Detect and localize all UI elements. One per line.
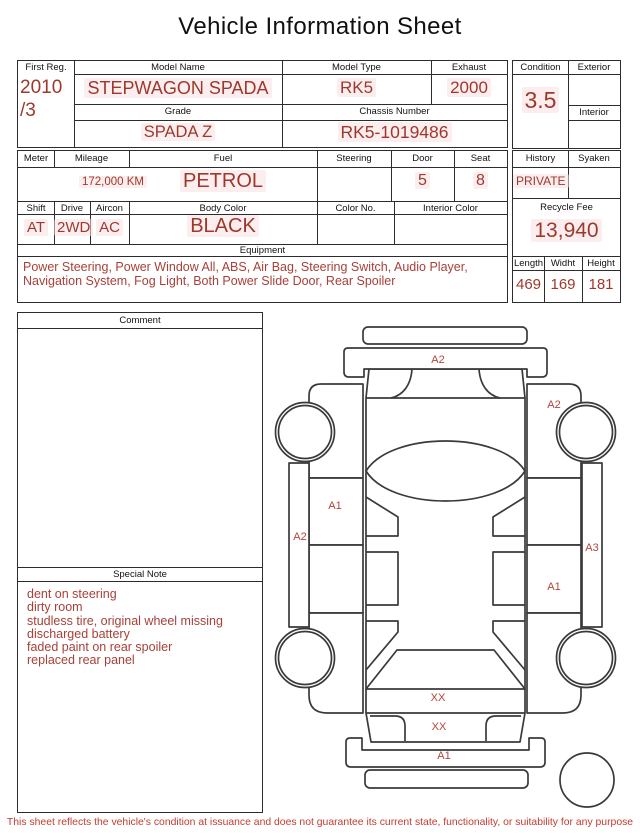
- aircon-text: AC: [96, 219, 123, 236]
- model-type-value: [282, 78, 431, 98]
- damage-mark-right-fender: A2: [547, 399, 561, 411]
- drive-value: [54, 219, 90, 236]
- wheel-rear-right: [557, 629, 616, 688]
- damage-mark-right-sill: A3: [585, 542, 599, 554]
- grid-line: [18, 201, 507, 202]
- grid-line: [568, 74, 620, 75]
- exhaust-label: Exhaust: [451, 62, 487, 73]
- damage-mark-front-bumper: A2: [431, 354, 445, 366]
- fuel-text: PETROL: [180, 170, 266, 192]
- damage-mark-left-front-door: A1: [328, 500, 342, 512]
- rear-bottom-bar: [365, 770, 528, 788]
- seat-value: [454, 172, 507, 190]
- recycle-fee-value: [513, 219, 620, 243]
- grid-line: [18, 567, 262, 568]
- recycle-fee-text: 13,940: [531, 219, 601, 242]
- condition-label: Condition: [520, 62, 561, 73]
- width-value: 169: [550, 276, 576, 293]
- chassis-number-label: Chassis Number: [359, 106, 430, 117]
- chassis-number-value: [282, 122, 507, 143]
- color-no-label: Color No.: [335, 203, 376, 214]
- special-note-line: studless tire, original wheel missing: [27, 613, 223, 628]
- special-note-line: discharged battery: [27, 626, 130, 641]
- first-reg-year: 2010: [20, 77, 63, 98]
- condition-value: [513, 87, 568, 114]
- grid-line: [18, 167, 507, 168]
- grid-line: [568, 105, 620, 106]
- equipment-value: Power Steering, Power Window All, ABS, Air Bag, Steering Switch, Audio Player, Navigation System, Fog Light, Both Power Slide Door, Rear Spoiler: [23, 260, 468, 288]
- grid-line: [513, 198, 620, 199]
- front-top-bar: [363, 327, 527, 344]
- syaken-label: Syaken: [578, 153, 610, 164]
- grid-line: [18, 328, 262, 329]
- grid-line: [513, 256, 620, 257]
- model-type-label: Model Type: [332, 62, 381, 73]
- interior-label: Interior: [579, 107, 609, 118]
- door-front-right: [527, 478, 581, 545]
- car-damage-diagram: [265, 315, 635, 815]
- damage-mark-left-sill: A2: [293, 531, 307, 543]
- first-reg-label: First Reg.: [25, 62, 67, 73]
- comment-box: [17, 312, 263, 813]
- grid-line: [74, 104, 507, 105]
- damage-mark-rear-gate-lower: XX: [431, 721, 447, 733]
- history-fee-table: [512, 150, 621, 303]
- drive-label: Drive: [60, 203, 84, 214]
- height-label: Height: [587, 258, 615, 269]
- interior-color-label: Interior Color: [423, 203, 478, 214]
- damage-mark-rear-gate-upper: XX: [430, 692, 446, 704]
- door-label: Door: [412, 153, 433, 164]
- special-note-line: dent on steering: [27, 587, 117, 601]
- spare-wheel: [560, 753, 614, 807]
- length-value: 469: [515, 276, 542, 293]
- special-note-line: faded paint on rear spoiler: [27, 640, 173, 655]
- grid-line: [74, 74, 507, 75]
- exhaust-value: [431, 78, 507, 98]
- shift-value: [18, 219, 54, 236]
- special-note-label: Special Note: [113, 569, 167, 580]
- exhaust-text: 2000: [447, 78, 491, 97]
- door-text: 5: [415, 172, 430, 189]
- grid-line: [18, 581, 262, 582]
- exterior-label: Exterior: [577, 62, 611, 73]
- chassis-number-text: RK5-1019486: [338, 122, 452, 142]
- disclaimer-text: This sheet reflects the vehicle's condition at issuance and does not guarantee its current state, functionality, or suitability for any purpose: [6, 817, 634, 828]
- width-label: Widht: [550, 258, 576, 269]
- aircon-value: [90, 219, 129, 236]
- grade-value: [74, 123, 282, 142]
- seat-text: 8: [473, 172, 488, 189]
- door-value: [391, 172, 454, 190]
- model-name-text: STEPWAGON SPADA: [84, 78, 271, 98]
- door-rear-left: [309, 545, 363, 613]
- spec-table: [17, 150, 508, 303]
- drive-text: 2WD: [54, 219, 93, 236]
- model-name-value: [74, 78, 282, 99]
- model-name-label: Model Name: [151, 62, 205, 73]
- model-type-text: RK5: [337, 78, 376, 97]
- grid-line: [74, 120, 507, 121]
- aircon-label: Aircon: [96, 203, 123, 214]
- fuel-value: [129, 170, 317, 193]
- special-note-line: replaced rear panel: [27, 653, 135, 668]
- damage-mark-rear-bumper: A1: [437, 750, 451, 762]
- comment-label: Comment: [119, 315, 161, 326]
- special-note-line: dirty room: [27, 600, 83, 615]
- wheel-rear-left: [276, 629, 335, 688]
- fuel-label: Fuel: [213, 153, 233, 164]
- condition-text: 3.5: [522, 87, 560, 113]
- body-color-value: [129, 215, 317, 238]
- grid-line: [513, 167, 620, 168]
- car-body-outline: [366, 369, 525, 742]
- equipment-label: Equipment: [239, 245, 286, 256]
- sill-left: [289, 463, 309, 627]
- history-text: PRIVATE: [513, 174, 569, 188]
- grid-line: [513, 74, 568, 75]
- door-rear-right: [527, 545, 581, 613]
- mileage-text: 172,000 KM: [79, 176, 147, 188]
- history-label: History: [525, 153, 556, 164]
- shift-text: AT: [24, 219, 48, 236]
- damage-mark-right-rear-door: A1: [547, 581, 561, 593]
- body-color-text: BLACK: [187, 215, 259, 237]
- meter-label: Meter: [23, 153, 49, 164]
- first-reg-month: /3: [20, 100, 36, 121]
- wheel-front-right: [557, 403, 616, 462]
- page-title: Vehicle Information Sheet: [178, 13, 462, 40]
- grid-line: [513, 270, 620, 271]
- history-value: [513, 174, 568, 188]
- height-value: 181: [588, 276, 614, 293]
- special-note-list: [27, 588, 257, 668]
- grid-line: [568, 120, 620, 121]
- steering-label: Steering: [336, 153, 372, 164]
- length-label: Length: [513, 258, 544, 269]
- condition-table: [512, 60, 621, 149]
- recycle-fee-label: Recycle Fee: [540, 202, 593, 213]
- shift-label: Shift: [26, 203, 46, 214]
- seat-label: Seat: [470, 153, 491, 164]
- grade-text: SPADA Z: [141, 123, 215, 141]
- wheel-front-left: [276, 403, 335, 462]
- first-reg-value: [20, 76, 74, 122]
- mileage-label: Mileage: [74, 153, 109, 164]
- grade-label: Grade: [164, 106, 192, 117]
- model-info-table: [17, 60, 508, 148]
- body-color-label: Body Color: [199, 203, 247, 214]
